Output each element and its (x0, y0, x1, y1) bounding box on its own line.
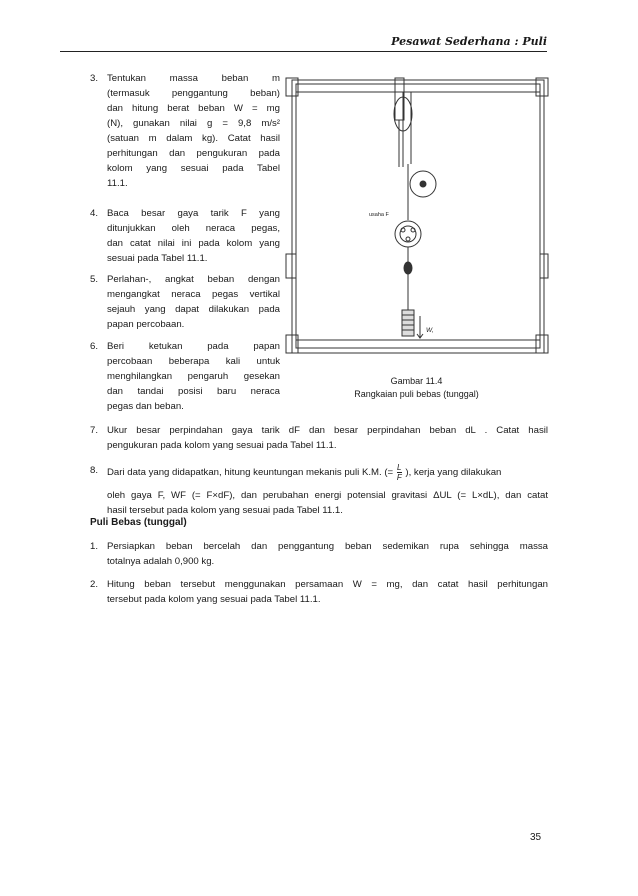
force-label: usaha F (369, 212, 389, 218)
item-line-formula (107, 463, 548, 482)
pulley-apparatus-figure (283, 72, 549, 362)
fraction-numerator: L (397, 463, 402, 472)
item-text: Dari data yang didapatkan, hitung keuntungan mekanis puli K.M. (= (107, 467, 394, 479)
item-line: (termasuk penggantung beban) (107, 88, 280, 99)
item-line: totalnya adalah 0,900 kg. (107, 556, 215, 567)
fraction (397, 463, 402, 482)
caption-text: Rangkaian puli bebas (tunggal) (354, 389, 479, 399)
item-number: 7. (90, 425, 99, 436)
item-line: sejauh yang dapat dilakukan pada (107, 304, 280, 315)
item-line: percobaan beberapa kali untuk (107, 356, 280, 367)
running-header: Pesawat Sederhana : Puli (391, 35, 547, 48)
item-line: Hitung beban tersebut menggunakan persamaan W = mg, dan catat hasil perhitungan (107, 579, 548, 590)
page-number: 35 (530, 832, 542, 843)
caption-title: Gambar 11.4 (390, 376, 443, 386)
item-text: ), kerja yang dilakukan (405, 467, 502, 479)
item-line: Persiapkan beban bercelah dan penggantung beban sedemikan rupa sehingga massa (107, 541, 548, 552)
item-line: Tentukan massa beban m (107, 73, 280, 84)
item-line: pegas dan beban. (107, 401, 184, 412)
item-number: 1. (90, 541, 99, 552)
item-line: hasil tersebut pada kolom yang sesuai pada Tabel 11.1. (107, 505, 343, 516)
item-number: 8. (90, 465, 99, 476)
item-line: pengukuran pada kolom yang sesuai pada Tabel 11.1. (107, 440, 337, 451)
item-line: (satuan m dalam kg). Catat hasil (107, 133, 280, 144)
weight-label: W, (426, 327, 434, 334)
item-number: 3. (90, 73, 99, 84)
item-number: 4. (90, 208, 99, 219)
item-line: dan hitung berat beban W = mg (107, 103, 280, 114)
item-line: perhitungan dan pengukuran pada (107, 148, 280, 159)
item-line: Beri ketukan pada papan (107, 341, 280, 352)
item-line: mengangkat neraca pegas vertikal (107, 289, 280, 300)
item-line: Ukur besar perpindahan gaya tarik dF dan besar perpindahan beban dL . Catat hasil (107, 425, 548, 436)
item-line: papan percobaan. (107, 319, 185, 330)
item-line: Baca besar gaya tarik F yang (107, 208, 280, 219)
item-line: dan catat nilai ini pada kolom yang (107, 238, 280, 249)
item-number: 6. (90, 341, 99, 352)
item-line: menghilangkan pengaruh gesekan (107, 371, 280, 382)
item-line: tersebut pada kolom yang sesuai pada Tabel 11.1. (107, 594, 321, 605)
item-number: 2. (90, 579, 99, 590)
item-line: kolom yang sesuai pada Tabel (107, 163, 280, 174)
item-number: 5. (90, 274, 99, 285)
item-line: (N), gunakan nilai g = 9,8 m/s² (107, 118, 280, 129)
item-line: Perlahan-, angkat beban dengan (107, 274, 280, 285)
figure-caption (300, 375, 533, 401)
item-line: sesuai pada Tabel 11.1. (107, 253, 208, 264)
fraction-denominator: F (396, 473, 402, 482)
item-line: oleh gaya F, WF (= F×dF), dan perubahan energi potensial gravitasi ΔUL (= L×dL), dan catat (107, 490, 548, 501)
item-line: ditunjukkan oleh neraca pegas, (107, 223, 280, 234)
header-rule (60, 51, 547, 52)
item-line: 11.1. (107, 178, 128, 189)
item-line: dan tandai posisi baru neraca (107, 386, 280, 397)
section-heading: Puli Bebas (tunggal) (90, 517, 187, 528)
